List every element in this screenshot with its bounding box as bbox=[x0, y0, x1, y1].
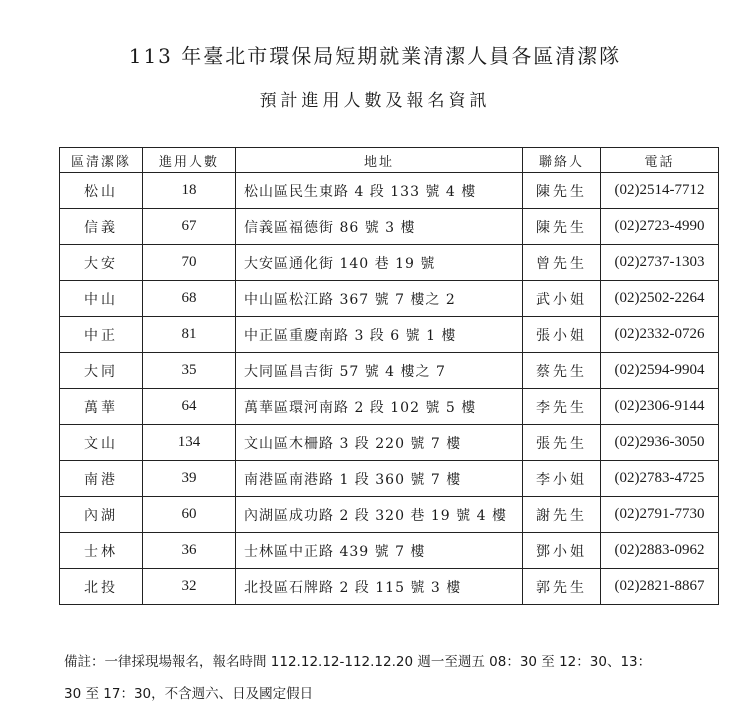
count-cell: 32 bbox=[143, 569, 236, 605]
table-row bbox=[60, 389, 719, 425]
contact-cell: 蔡先生 bbox=[523, 353, 601, 389]
team-cell: 文山 bbox=[60, 425, 143, 461]
address-cell: 中正區重慶南路 3 段 6 號 1 樓 bbox=[236, 317, 523, 353]
table-row bbox=[60, 173, 719, 209]
contact-cell: 曾先生 bbox=[523, 245, 601, 281]
phone-cell: (02)2821-8867 bbox=[601, 569, 719, 605]
count-cell: 64 bbox=[143, 389, 236, 425]
team-cell: 大同 bbox=[60, 353, 143, 389]
count-cell: 67 bbox=[143, 209, 236, 245]
team-cell: 中正 bbox=[60, 317, 143, 353]
count-cell: 35 bbox=[143, 353, 236, 389]
contact-cell: 謝先生 bbox=[523, 497, 601, 533]
team-cell: 松山 bbox=[60, 173, 143, 209]
phone-cell: (02)2783-4725 bbox=[601, 461, 719, 497]
contact-cell: 郭先生 bbox=[523, 569, 601, 605]
document-title: 113 年臺北市環保局短期就業清潔人員各區清潔隊 bbox=[128, 44, 622, 68]
address-cell: 萬華區環河南路 2 段 102 號 5 樓 bbox=[236, 389, 523, 425]
phone-cell: (02)2306-9144 bbox=[601, 389, 719, 425]
note-line-2: 30 至 17：30，不含週六、日及國定假日 bbox=[64, 686, 314, 702]
count-cell: 70 bbox=[143, 245, 236, 281]
count-cell: 18 bbox=[143, 173, 236, 209]
address-cell: 南港區南港路 1 段 360 號 7 樓 bbox=[236, 461, 523, 497]
address-cell: 北投區石牌路 2 段 115 號 3 樓 bbox=[236, 569, 523, 605]
contact-cell: 張先生 bbox=[523, 425, 601, 461]
count-cell: 68 bbox=[143, 281, 236, 317]
table-row bbox=[60, 353, 719, 389]
address-cell: 大同區昌吉街 57 號 4 樓之 7 bbox=[236, 353, 523, 389]
table-row bbox=[60, 569, 719, 605]
address-cell: 中山區松江路 367 號 7 樓之 2 bbox=[236, 281, 523, 317]
phone-cell: (02)2723-4990 bbox=[601, 209, 719, 245]
team-cell: 士林 bbox=[60, 533, 143, 569]
header-contact: 聯絡人 bbox=[523, 148, 601, 173]
table-row bbox=[60, 497, 719, 533]
contact-cell: 張小姐 bbox=[523, 317, 601, 353]
contact-cell: 陳先生 bbox=[523, 209, 601, 245]
header-phone: 電話 bbox=[601, 148, 719, 173]
count-cell: 39 bbox=[143, 461, 236, 497]
phone-cell: (02)2332-0726 bbox=[601, 317, 719, 353]
contact-cell: 武小姐 bbox=[523, 281, 601, 317]
phone-cell: (02)2594-9904 bbox=[601, 353, 719, 389]
table-row bbox=[60, 209, 719, 245]
phone-cell: (02)2883-0962 bbox=[601, 533, 719, 569]
team-cell: 萬華 bbox=[60, 389, 143, 425]
table-row bbox=[60, 461, 719, 497]
address-cell: 內湖區成功路 2 段 320 巷 19 號 4 樓 bbox=[236, 497, 523, 533]
address-cell: 松山區民生東路 4 段 133 號 4 樓 bbox=[236, 173, 523, 209]
table-row bbox=[60, 425, 719, 461]
recruitment-table bbox=[59, 147, 719, 605]
team-cell: 北投 bbox=[60, 569, 143, 605]
count-cell: 60 bbox=[143, 497, 236, 533]
header-team: 區清潔隊 bbox=[60, 148, 143, 173]
phone-cell: (02)2791-7730 bbox=[601, 497, 719, 533]
team-cell: 中山 bbox=[60, 281, 143, 317]
table-row bbox=[60, 245, 719, 281]
phone-cell: (02)2737-1303 bbox=[601, 245, 719, 281]
team-cell: 南港 bbox=[60, 461, 143, 497]
table-row bbox=[60, 317, 719, 353]
address-cell: 大安區通化街 140 巷 19 號 bbox=[236, 245, 523, 281]
count-cell: 134 bbox=[143, 425, 236, 461]
team-cell: 大安 bbox=[60, 245, 143, 281]
table-header-row bbox=[60, 148, 719, 173]
table-row bbox=[60, 533, 719, 569]
team-cell: 信義 bbox=[60, 209, 143, 245]
document-subtitle: 預計進用人數及報名資訊 bbox=[259, 91, 491, 111]
contact-cell: 李小姐 bbox=[523, 461, 601, 497]
table-row bbox=[60, 281, 719, 317]
address-cell: 文山區木柵路 3 段 220 號 7 樓 bbox=[236, 425, 523, 461]
address-cell: 士林區中正路 439 號 7 樓 bbox=[236, 533, 523, 569]
contact-cell: 陳先生 bbox=[523, 173, 601, 209]
note-line-1: 備註：一律採現場報名，報名時間 112.12.12-112.12.20 週一至週五 08：30 至 12：30、13： bbox=[64, 654, 652, 670]
count-cell: 81 bbox=[143, 317, 236, 353]
phone-cell: (02)2502-2264 bbox=[601, 281, 719, 317]
team-cell: 內湖 bbox=[60, 497, 143, 533]
contact-cell: 鄧小姐 bbox=[523, 533, 601, 569]
header-address: 地址 bbox=[236, 148, 523, 173]
phone-cell: (02)2936-3050 bbox=[601, 425, 719, 461]
header-count: 進用人數 bbox=[143, 148, 236, 173]
count-cell: 36 bbox=[143, 533, 236, 569]
contact-cell: 李先生 bbox=[523, 389, 601, 425]
phone-cell: (02)2514-7712 bbox=[601, 173, 719, 209]
address-cell: 信義區福德街 86 號 3 樓 bbox=[236, 209, 523, 245]
